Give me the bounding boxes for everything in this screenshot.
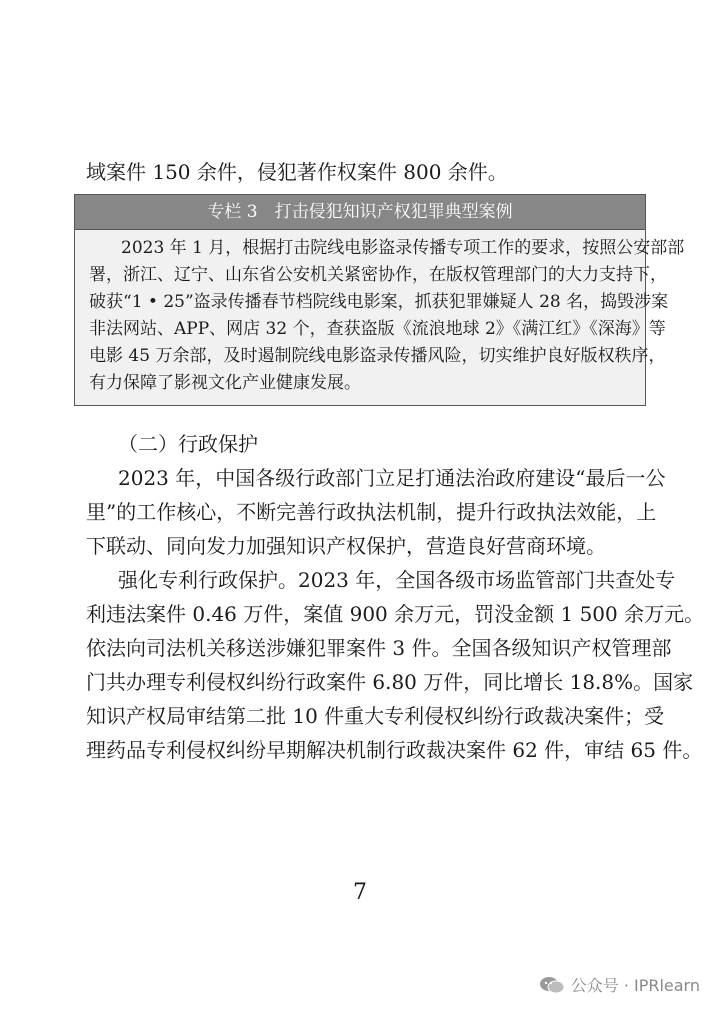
watermark bbox=[539, 973, 700, 996]
paragraph-line: 强化专利行政保护。2023 年，全国各级市场监管部门共查处专 bbox=[118, 568, 676, 592]
wechat-icon bbox=[539, 976, 565, 994]
section-heading: （二）行政保护 bbox=[118, 432, 258, 456]
paragraph-line: 下联动、同向发力加强知识产权保护，营造良好营商环境。 bbox=[86, 534, 606, 558]
paragraph-line: 理药品专利侵权纠纷早期解决机制行政裁决案件 62 件，审结 65 件。 bbox=[86, 738, 703, 762]
paragraph-line: 门共办理专利侵权纠纷行政案件 6.80 万件，同比增长 18.8%。国家 bbox=[86, 670, 694, 694]
box-line: 有力保障了影视文化产业健康发展。 bbox=[89, 373, 361, 393]
box-line: 破获“1 • 25”盗录传播春节档院线电影案，抓获犯罪嫌疑人 28 名，捣毁涉案 bbox=[89, 292, 669, 312]
paragraph-line: 知识产权局审结第二批 10 件重大专利侵权纠纷行政裁决案件；受 bbox=[86, 704, 665, 728]
paragraph-line: 里”的工作核心，不断完善行政执法机制，提升行政执法效能，上 bbox=[86, 500, 657, 524]
page-number: 7 bbox=[353, 880, 367, 905]
box-line: 署，浙江、辽宁、山东省公安机关紧密协作，在版权管理部门的大力支持下， bbox=[89, 265, 667, 285]
paragraph-line: 2023 年，中国各级行政部门立足打通法治政府建设“最后一公 bbox=[118, 466, 666, 490]
paragraph-line: 依法向司法机关移送涉嫌犯罪案件 3 件。全国各级知识产权管理部 bbox=[86, 636, 672, 660]
paragraph-line: 利违法案件 0.46 万件，案值 900 余万元，罚没金额 1 500 余万元。 bbox=[86, 602, 705, 626]
box-line: 电影 45 万余部，及时遏制院线电影盗录传播风险，切实维护良好版权秩序， bbox=[89, 346, 666, 366]
top-text: 域案件 150 余件，侵犯著作权案件 800 余件。 bbox=[86, 160, 508, 184]
watermark-text: 公众号 · IPRlearn bbox=[570, 976, 700, 995]
case-box bbox=[74, 194, 685, 406]
box-line: 非法网站、APP、网店 32 个，查获盗版《流浪地球 2》《满江红》《深海》等 bbox=[89, 319, 666, 339]
box-line: 2023 年 1 月，根据打击院线电影盗录传播专项工作的要求，按照公安部部 bbox=[121, 238, 685, 258]
box-title: 专栏 3 打击侵犯知识产权犯罪典型案例 bbox=[75, 195, 645, 230]
